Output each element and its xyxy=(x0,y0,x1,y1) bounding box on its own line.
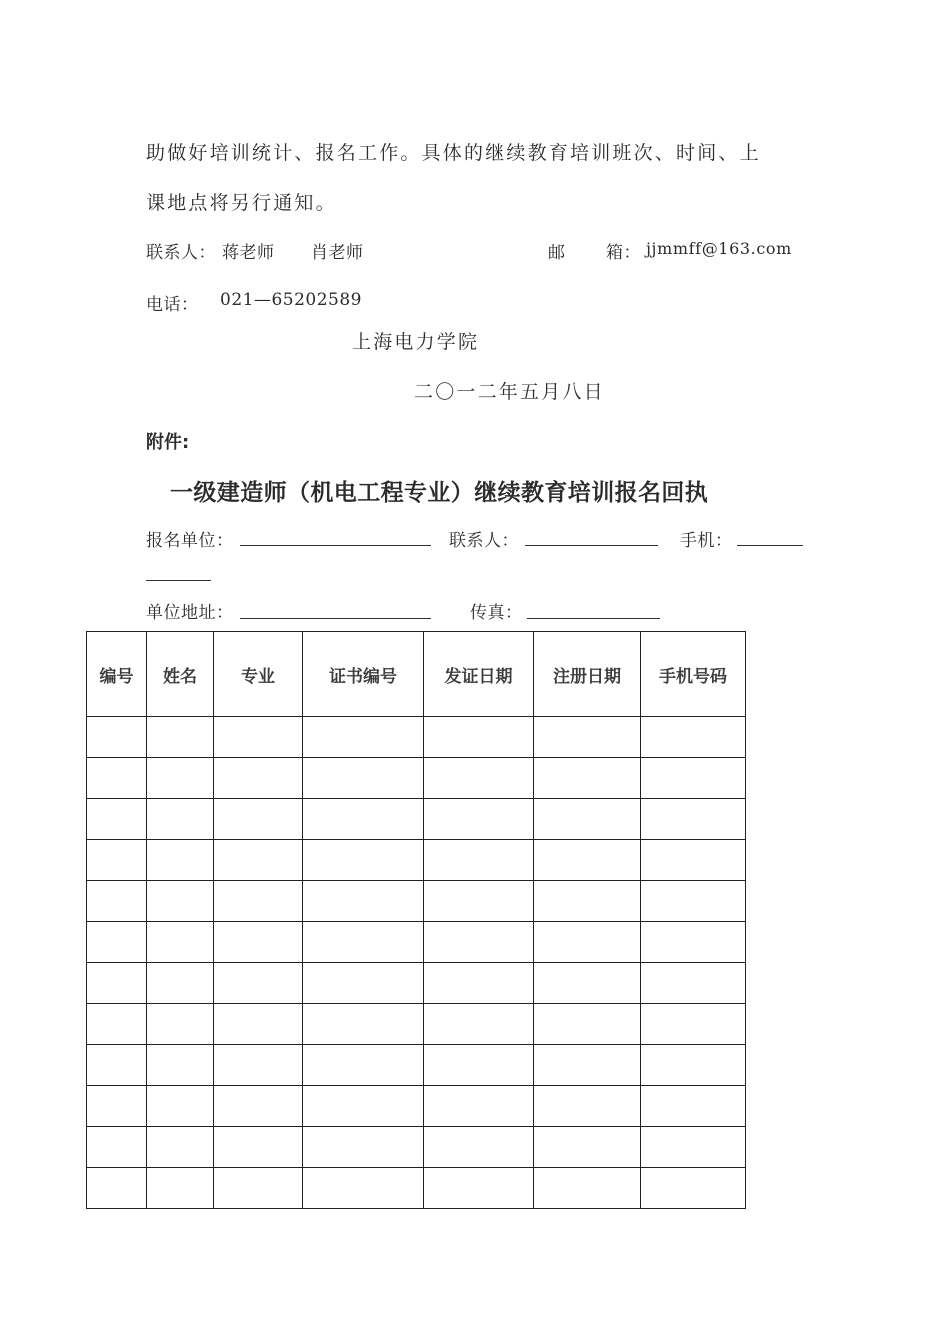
table-cell[interactable] xyxy=(147,799,214,840)
table-cell[interactable] xyxy=(147,963,214,1004)
table-row xyxy=(87,1086,746,1127)
header-certificate-number: 证书编号 xyxy=(303,632,424,717)
header-mobile-number: 手机号码 xyxy=(641,632,746,717)
header-registration-date: 注册日期 xyxy=(534,632,641,717)
table-cell[interactable] xyxy=(303,799,424,840)
table-cell[interactable] xyxy=(147,1168,214,1209)
table-cell[interactable] xyxy=(641,922,746,963)
table-row xyxy=(87,963,746,1004)
table-cell[interactable] xyxy=(641,1127,746,1168)
table-cell[interactable] xyxy=(641,1045,746,1086)
table-cell[interactable] xyxy=(214,1045,303,1086)
contact-field-blank[interactable] xyxy=(525,531,658,546)
table-cell[interactable] xyxy=(214,717,303,758)
table-cell[interactable] xyxy=(87,717,147,758)
table-body xyxy=(87,717,746,1209)
table-cell[interactable] xyxy=(214,1127,303,1168)
table-cell[interactable] xyxy=(303,963,424,1004)
table-row xyxy=(87,758,746,799)
table-cell[interactable] xyxy=(641,1086,746,1127)
table-cell[interactable] xyxy=(303,881,424,922)
email-value: jjmmff@163.com xyxy=(646,239,792,258)
table-cell[interactable] xyxy=(534,717,641,758)
mobile-field-blank-continued[interactable] xyxy=(146,566,211,581)
table-row xyxy=(87,840,746,881)
table-cell[interactable] xyxy=(147,881,214,922)
table-cell[interactable] xyxy=(424,799,534,840)
email-label-part-2: 箱： xyxy=(606,243,641,263)
table-cell[interactable] xyxy=(214,840,303,881)
table-cell[interactable] xyxy=(641,881,746,922)
table-cell[interactable] xyxy=(641,840,746,881)
table-cell[interactable] xyxy=(87,799,147,840)
table-cell[interactable] xyxy=(87,1086,147,1127)
table-cell[interactable] xyxy=(424,922,534,963)
table-row xyxy=(87,881,746,922)
table-row xyxy=(87,799,746,840)
table-cell[interactable] xyxy=(214,1168,303,1209)
table-cell[interactable] xyxy=(424,717,534,758)
attachment-title: 一级建造师（机电工程专业）继续教育培训报名回执 xyxy=(170,480,709,506)
table-cell[interactable] xyxy=(424,881,534,922)
table-cell[interactable] xyxy=(87,1004,147,1045)
contact-person-2: 肖老师 xyxy=(311,243,364,263)
header-issue-date: 发证日期 xyxy=(424,632,534,717)
table-cell[interactable] xyxy=(87,758,147,799)
table-cell[interactable] xyxy=(641,717,746,758)
table-cell[interactable] xyxy=(147,1045,214,1086)
signature-org: 上海电力学院 xyxy=(352,331,480,353)
mobile-field-blank[interactable] xyxy=(737,531,803,546)
table-row xyxy=(87,1168,746,1209)
fax-field-blank[interactable] xyxy=(527,604,660,619)
registration-table xyxy=(86,631,746,1209)
signature-date: 二〇一二年五月八日 xyxy=(414,381,605,403)
table-cell[interactable] xyxy=(303,717,424,758)
table-cell[interactable] xyxy=(303,922,424,963)
table-cell[interactable] xyxy=(534,881,641,922)
table-cell[interactable] xyxy=(641,963,746,1004)
table-cell[interactable] xyxy=(303,1127,424,1168)
header-name: 姓名 xyxy=(147,632,214,717)
email-label-part-1: 邮 xyxy=(548,243,566,263)
table-cell[interactable] xyxy=(87,840,147,881)
table-cell[interactable] xyxy=(424,1004,534,1045)
table-cell[interactable] xyxy=(303,840,424,881)
table-cell[interactable] xyxy=(214,1004,303,1045)
header-number: 编号 xyxy=(87,632,147,717)
table-cell[interactable] xyxy=(87,881,147,922)
table-cell[interactable] xyxy=(303,758,424,799)
table-cell[interactable] xyxy=(214,758,303,799)
table-cell[interactable] xyxy=(147,758,214,799)
table-cell[interactable] xyxy=(641,1004,746,1045)
unit-field-blank[interactable] xyxy=(240,531,431,546)
paragraph-line-1: 助做好培训统计、报名工作。具体的继续教育培训班次、时间、上 xyxy=(146,142,761,164)
table-cell[interactable] xyxy=(424,1127,534,1168)
table-row xyxy=(87,717,746,758)
table-cell[interactable] xyxy=(641,799,746,840)
table-cell[interactable] xyxy=(87,1168,147,1209)
table-cell[interactable] xyxy=(147,840,214,881)
table-cell[interactable] xyxy=(214,922,303,963)
address-field-label: 单位地址： xyxy=(146,603,234,623)
address-field-blank[interactable] xyxy=(240,604,431,619)
table-row xyxy=(87,922,746,963)
table-cell[interactable] xyxy=(424,963,534,1004)
table-cell[interactable] xyxy=(424,758,534,799)
table-cell[interactable] xyxy=(147,1086,214,1127)
table-cell[interactable] xyxy=(424,840,534,881)
attachment-label: 附件: xyxy=(146,432,190,453)
fax-field-label: 传真： xyxy=(470,603,523,623)
table-cell[interactable] xyxy=(147,1127,214,1168)
table-cell[interactable] xyxy=(147,717,214,758)
phone-label: 电话： xyxy=(146,295,199,315)
table-cell[interactable] xyxy=(147,922,214,963)
table-cell[interactable] xyxy=(534,758,641,799)
paragraph-line-2: 课地点将另行通知。 xyxy=(146,192,337,214)
table-cell[interactable] xyxy=(303,1168,424,1209)
table-cell[interactable] xyxy=(214,799,303,840)
table-header-row xyxy=(87,632,746,717)
table-cell[interactable] xyxy=(303,1045,424,1086)
table-cell[interactable] xyxy=(534,1086,641,1127)
table-cell[interactable] xyxy=(534,799,641,840)
table-cell[interactable] xyxy=(534,922,641,963)
table-cell[interactable] xyxy=(303,1086,424,1127)
unit-field-label: 报名单位： xyxy=(146,531,234,551)
table-row xyxy=(87,1127,746,1168)
table-cell[interactable] xyxy=(87,1127,147,1168)
contact-field-label: 联系人： xyxy=(449,531,519,551)
table-cell[interactable] xyxy=(534,1168,641,1209)
table-cell[interactable] xyxy=(87,922,147,963)
table-row xyxy=(87,1045,746,1086)
table-cell[interactable] xyxy=(534,963,641,1004)
table-cell[interactable] xyxy=(641,1168,746,1209)
contact-person-1: 蒋老师 xyxy=(222,243,275,263)
contact-label: 联系人： xyxy=(146,243,216,263)
table-cell[interactable] xyxy=(214,881,303,922)
table-cell[interactable] xyxy=(147,1004,214,1045)
table-cell[interactable] xyxy=(87,963,147,1004)
header-major: 专业 xyxy=(214,632,303,717)
table-cell[interactable] xyxy=(534,1045,641,1086)
phone-value: 021—65202589 xyxy=(220,290,362,310)
table-row xyxy=(87,1004,746,1045)
table-cell[interactable] xyxy=(424,1086,534,1127)
table-cell[interactable] xyxy=(534,1004,641,1045)
mobile-field-label: 手机： xyxy=(680,531,733,551)
table-cell[interactable] xyxy=(87,1045,147,1086)
table-cell[interactable] xyxy=(534,840,641,881)
table-cell[interactable] xyxy=(214,963,303,1004)
table-cell[interactable] xyxy=(303,1004,424,1045)
table-cell[interactable] xyxy=(424,1168,534,1209)
table-cell[interactable] xyxy=(641,758,746,799)
table-cell[interactable] xyxy=(424,1045,534,1086)
table-cell[interactable] xyxy=(534,1127,641,1168)
table-cell[interactable] xyxy=(214,1086,303,1127)
